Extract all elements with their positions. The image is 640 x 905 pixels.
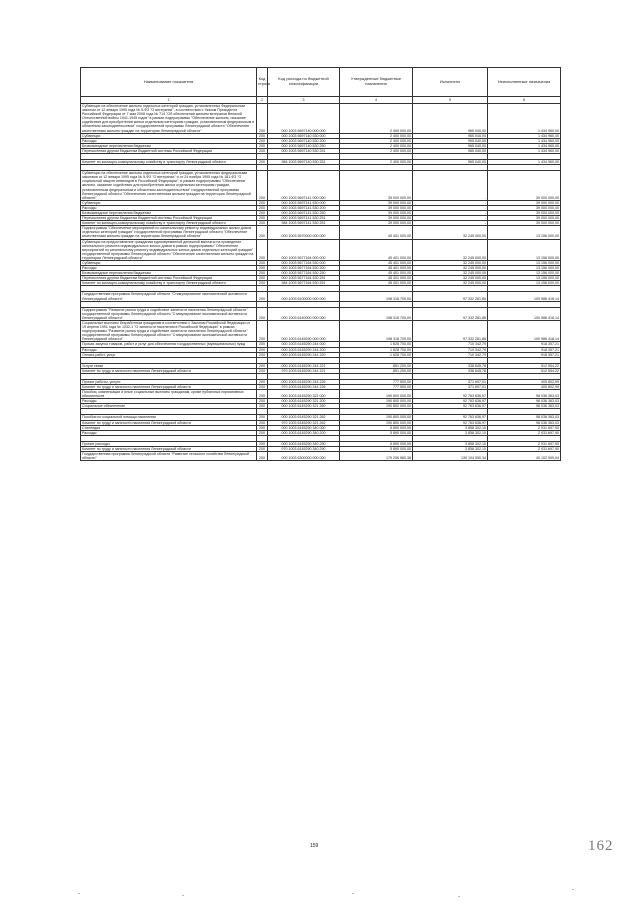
row-unexecuted-cell: 39 000 000,00 bbox=[488, 200, 561, 205]
column-number-row bbox=[81, 97, 561, 104]
row-name-cell: Субвенции на предоставление гражданам единовременной денежной выплаты на проведение капитального ремонта индивидуальных жилых домов в рамках подпрограммы "Обеспечение мероприятий по капитальному ремонту индивидуальных жилых домов отдельных категорий граждан" государственной программы Ленинградской области "Обеспечение качественным жильем граждан на территории Ленинградской области" bbox=[81, 239, 257, 260]
row-name-cell: Субвенции на обеспечение жильем отдельных категорий граждан, установленных федеральными законами от 12 января 1995 года № 5-ФЗ "О ветеранах" и от 24 ноября 1995 года № 181-ФЗ "О социальной защите инвалидов в Российской Федерации", в рамках подпрограммы "Обеспечение жильем, оказание содействия для приобретения жилья отдельным категориям граждан, установленным федеральным и областным законодательством" государственной программы Ленинградской области "Обеспечение качественным жильем граждан на территории Ленинградской области" bbox=[81, 171, 257, 201]
header-unexecuted: Неисполненные назначения bbox=[488, 68, 561, 97]
column-number: 4 bbox=[340, 97, 413, 104]
row-approved-cell: 777 500,00 bbox=[340, 384, 413, 389]
row-code-cell: 200 bbox=[257, 425, 268, 430]
row-classification-cell: 000 1003 6145290 244 000 bbox=[268, 342, 340, 347]
row-executed-cell: 338 645,78 bbox=[413, 363, 488, 368]
row-executed-cell: 965 040,00 bbox=[413, 138, 488, 143]
row-classification-cell: 000 1003 5677164 530 251 bbox=[268, 276, 340, 281]
scan-speck bbox=[78, 893, 80, 894]
row-name-cell: Подпрограмма "Развитие рынка труда и содействие занятости населения Ленинградской области" государственной программы Ленинградской области "Стимулирование экономической активности Ленинградской области" bbox=[81, 307, 257, 320]
row-code-cell: 200 bbox=[257, 276, 268, 281]
row-executed-cell: 32 245 000,00 bbox=[413, 226, 488, 239]
header-approved: Утвержденные бюджетные назначения bbox=[340, 68, 413, 97]
row-classification-cell: 000 1003 6145290 321 000 bbox=[268, 390, 340, 399]
row-unexecuted-cell: 13 156 000,00 bbox=[488, 239, 561, 260]
row-classification-cell: 000 1003 5677164 530 200 bbox=[268, 266, 340, 271]
row-code-cell: 200 bbox=[257, 399, 268, 404]
row-code-cell: 200 bbox=[257, 404, 268, 409]
row-unexecuted-cell: 2 031 697,90 bbox=[488, 430, 561, 435]
row-code-cell: 200 bbox=[257, 307, 268, 320]
row-unexecuted-cell: 13 156 000,00 bbox=[488, 261, 561, 266]
row-classification-cell: 000 1003 6145290 340 290 bbox=[268, 441, 340, 446]
table-row bbox=[81, 226, 561, 239]
row-code-cell: 200 bbox=[257, 342, 268, 347]
row-code-cell: 200 bbox=[257, 368, 268, 373]
row-classification-cell: 000 1003 6145290 321 200 bbox=[268, 399, 340, 404]
row-approved-cell: 39 000 000,00 bbox=[340, 171, 413, 201]
row-name-cell: Государственная программа Ленинградской области "Стимулирование экономической активности Ленинградской области" bbox=[81, 292, 257, 301]
row-unexecuted-cell: 100 986 418,14 bbox=[488, 307, 561, 320]
row-executed-cell: - bbox=[413, 216, 488, 221]
row-approved-cell: 45 401 000,00 bbox=[340, 271, 413, 276]
row-unexecuted-cell: 918 357,21 bbox=[488, 347, 561, 352]
row-unexecuted-cell: 39 000 000,00 bbox=[488, 171, 561, 201]
row-name-cell: Перечисления другим бюджетам бюджетной системы Российской Федерации bbox=[81, 148, 257, 153]
row-approved-cell: 45 401 000,00 bbox=[340, 276, 413, 281]
row-unexecuted-cell: 100 986 418,14 bbox=[488, 320, 561, 341]
row-code-cell: 200 bbox=[257, 148, 268, 153]
scan-speck bbox=[352, 893, 354, 894]
row-classification-cell: 970 1003 6145290 244 226 bbox=[268, 384, 340, 389]
row-approved-cell: 2 400 000,00 bbox=[340, 133, 413, 138]
row-code-cell: 200 bbox=[257, 281, 268, 286]
row-classification-cell: 000 1003 5697141 530 251 bbox=[268, 216, 340, 221]
row-name-cell: Комитет по жилищно-коммунальному хозяйству и транспорту Ленинградской области bbox=[81, 221, 257, 226]
row-classification-cell: 000 1003 5697140 000 000 bbox=[268, 104, 340, 134]
row-approved-cell: 2 400 000,00 bbox=[340, 143, 413, 148]
row-code-cell: 200 bbox=[257, 216, 268, 221]
row-unexecuted-cell: 13 156 000,00 bbox=[488, 276, 561, 281]
row-executed-cell: 965 040,00 bbox=[413, 104, 488, 134]
row-name-cell: Расходы bbox=[81, 399, 257, 404]
row-approved-cell: 2 400 000,00 bbox=[340, 104, 413, 134]
row-unexecuted-cell: 405 802,99 bbox=[488, 379, 561, 384]
row-unexecuted-cell: 98 036 363,03 bbox=[488, 420, 561, 425]
row-classification-cell: 000 1003 5677164 530 000 bbox=[268, 261, 340, 266]
row-unexecuted-cell: 100 986 418,14 bbox=[488, 292, 561, 301]
row-unexecuted-cell: 2 031 697,90 bbox=[488, 425, 561, 430]
row-code-cell: 200 bbox=[257, 420, 268, 425]
table-row bbox=[81, 390, 561, 399]
row-code-cell: 200 bbox=[257, 347, 268, 352]
row-approved-cell: 851 200,00 bbox=[340, 363, 413, 368]
scan-speck bbox=[182, 895, 184, 896]
row-unexecuted-cell: 1 434 960,00 bbox=[488, 104, 561, 134]
table-row bbox=[81, 452, 561, 461]
row-executed-cell: 965 040,00 bbox=[413, 148, 488, 153]
row-classification-cell: 970 1003 6145290 244 221 bbox=[268, 368, 340, 373]
row-classification-cell: 000 1003 5697141 530 200 bbox=[268, 205, 340, 210]
row-code-cell: 200 bbox=[257, 415, 268, 420]
row-executed-cell: 92 763 636,97 bbox=[413, 415, 488, 420]
row-approved-cell: 45 401 000,00 bbox=[340, 281, 413, 286]
scan-speck bbox=[458, 896, 460, 897]
row-approved-cell: 39 000 000,00 bbox=[340, 210, 413, 215]
row-approved-cell: 45 401 000,00 bbox=[340, 266, 413, 271]
row-name-cell: Безвозмездные перечисления бюджетам bbox=[81, 271, 257, 276]
row-code-cell: 200 bbox=[257, 292, 268, 301]
row-name-cell: Расходы bbox=[81, 347, 257, 352]
row-executed-cell: 965 040,00 bbox=[413, 143, 488, 148]
row-approved-cell: 2 400 000,00 bbox=[340, 160, 413, 165]
row-classification-cell: 000 1003 5697140 530 000 bbox=[268, 133, 340, 138]
row-unexecuted-cell: 13 156 000,00 bbox=[488, 226, 561, 239]
column-number: 6 bbox=[488, 97, 561, 104]
row-unexecuted-cell: 98 036 363,03 bbox=[488, 390, 561, 399]
row-name-cell: Социальное обеспечение bbox=[81, 404, 257, 409]
row-approved-cell: 190 800 000,00 bbox=[340, 420, 413, 425]
row-executed-cell: 92 763 636,97 bbox=[413, 420, 488, 425]
row-code-cell: 200 bbox=[257, 384, 268, 389]
row-code-cell: 200 bbox=[257, 352, 268, 357]
scan-speck bbox=[572, 889, 574, 890]
row-executed-cell: 3 858 302,10 bbox=[413, 425, 488, 430]
row-code-cell: 200 bbox=[257, 363, 268, 368]
row-executed-cell: 3 858 302,10 bbox=[413, 430, 488, 435]
report-sheet bbox=[80, 67, 560, 461]
row-approved-cell: 1 628 700,00 bbox=[340, 352, 413, 357]
row-executed-cell: 32 245 000,00 bbox=[413, 266, 488, 271]
row-name-cell: Комитет по труду и занятости населения Ленинградской области bbox=[81, 384, 257, 389]
row-executed-cell: 32 245 000,00 bbox=[413, 276, 488, 281]
row-classification-cell: 000 1003 6145290 000 000 bbox=[268, 320, 340, 341]
row-classification-cell: 984 1003 5697140 530 251 bbox=[268, 160, 340, 165]
row-unexecuted-cell: 39 000 000,00 bbox=[488, 210, 561, 215]
row-classification-cell: 000 1003 6300000 000 000 bbox=[268, 452, 340, 461]
row-code-cell: 200 bbox=[257, 271, 268, 276]
row-name-cell: Оплата работ, услуг bbox=[81, 352, 257, 357]
row-name-cell: Социальные выплаты безработным гражданам в соответствии с Законом Российской Федерации от 19 апреля 1991 года № 1032-1 "О занятости населения в Российской Федерации" в рамках подпрограммы "Развитие рынка труда и содействие занятости населения Ленинградской области" государственной программы Ленинградской области "Стимулирование экономической активности Ленинградской области" bbox=[81, 320, 257, 341]
header-code: Код строки bbox=[257, 68, 268, 97]
row-approved-cell: 5 890 000,00 bbox=[340, 441, 413, 446]
row-name-cell: Комитет по труду и занятости населения Ленинградской области bbox=[81, 446, 257, 451]
row-name-cell: Прочие работы, услуги bbox=[81, 379, 257, 384]
row-unexecuted-cell: 405 802,99 bbox=[488, 384, 561, 389]
row-unexecuted-cell: 2 031 697,90 bbox=[488, 441, 561, 446]
row-code-cell: 200 bbox=[257, 205, 268, 210]
row-classification-cell: 000 1003 6145290 244 200 bbox=[268, 347, 340, 352]
row-unexecuted-cell: 13 156 000,00 bbox=[488, 281, 561, 286]
row-classification-cell: 000 1003 5670000 000 000 bbox=[268, 226, 340, 239]
row-code-cell: 200 bbox=[257, 104, 268, 134]
row-approved-cell: 39 000 000,00 bbox=[340, 200, 413, 205]
row-approved-cell: 851 200,00 bbox=[340, 368, 413, 373]
row-executed-cell: 32 245 000,00 bbox=[413, 281, 488, 286]
row-unexecuted-cell: 918 357,21 bbox=[488, 342, 561, 347]
row-unexecuted-cell: 39 000 000,00 bbox=[488, 216, 561, 221]
row-executed-cell: 338 645,78 bbox=[413, 368, 488, 373]
stamp-number: 162 bbox=[588, 838, 614, 854]
row-classification-cell: 000 1003 5697140 530 250 bbox=[268, 143, 340, 148]
row-classification-cell: 000 1003 6145290 244 226 bbox=[268, 379, 340, 384]
row-name-cell: Субвенции bbox=[81, 261, 257, 266]
row-executed-cell: 139 104 050,34 bbox=[413, 452, 488, 461]
row-name-cell: Расходы bbox=[81, 430, 257, 435]
row-approved-cell: 1 628 700,00 bbox=[340, 342, 413, 347]
row-name-cell: Перечисления другим бюджетам бюджетной системы Российской Федерации bbox=[81, 276, 257, 281]
row-executed-cell: 97 332 281,86 bbox=[413, 320, 488, 341]
row-code-cell: 200 bbox=[257, 452, 268, 461]
row-code-cell: 200 bbox=[257, 261, 268, 266]
row-approved-cell: 39 000 000,00 bbox=[340, 205, 413, 210]
row-approved-cell: 190 800 000,00 bbox=[340, 415, 413, 420]
row-approved-cell: 2 400 000,00 bbox=[340, 148, 413, 153]
row-code-cell: 200 bbox=[257, 138, 268, 143]
table-row bbox=[81, 292, 561, 301]
row-code-cell: 200 bbox=[257, 133, 268, 138]
row-name-cell: Услуги связи bbox=[81, 363, 257, 368]
row-unexecuted-cell: 1 434 960,00 bbox=[488, 143, 561, 148]
row-name-cell: Безвозмездные перечисления бюджетам bbox=[81, 210, 257, 215]
row-unexecuted-cell: 13 156 000,00 bbox=[488, 266, 561, 271]
row-name-cell: Перечисления другим бюджетам бюджетной системы Российской Федерации bbox=[81, 216, 257, 221]
row-unexecuted-cell: 1 434 960,00 bbox=[488, 133, 561, 138]
row-classification-cell: 000 1003 6145290 244 220 bbox=[268, 352, 340, 357]
row-executed-cell: 92 763 636,97 bbox=[413, 399, 488, 404]
row-code-cell: 200 bbox=[257, 446, 268, 451]
row-classification-cell: 000 1003 6140000 000 000 bbox=[268, 307, 340, 320]
row-classification-cell: 000 1003 5677164 000 000 bbox=[268, 239, 340, 260]
column-number: 2 bbox=[257, 97, 268, 104]
row-unexecuted-cell: 1 434 960,00 bbox=[488, 160, 561, 165]
row-name-cell: Комитет по труду и занятости населения Ленинградской области bbox=[81, 368, 257, 373]
header-name: Наименование показателя bbox=[81, 68, 257, 97]
row-executed-cell: 3 858 302,10 bbox=[413, 446, 488, 451]
row-executed-cell: 710 342,79 bbox=[413, 352, 488, 357]
row-classification-cell: 000 1003 6145290 340 000 bbox=[268, 425, 340, 430]
row-approved-cell: 45 401 000,00 bbox=[340, 226, 413, 239]
row-name-cell: Расходы bbox=[81, 266, 257, 271]
header-classification: Код расхода по бюджетной классификации bbox=[268, 68, 340, 97]
row-unexecuted-cell: 39 000 000,00 bbox=[488, 221, 561, 226]
row-executed-cell: 97 332 281,86 bbox=[413, 307, 488, 320]
row-executed-cell: 965 040,00 bbox=[413, 133, 488, 138]
row-code-cell: 200 bbox=[257, 239, 268, 260]
header-row bbox=[81, 68, 561, 97]
row-executed-cell: - bbox=[413, 171, 488, 201]
row-unexecuted-cell: 918 357,21 bbox=[488, 352, 561, 357]
table-row bbox=[81, 307, 561, 320]
row-unexecuted-cell: 98 036 363,03 bbox=[488, 399, 561, 404]
row-approved-cell: 1 628 700,00 bbox=[340, 347, 413, 352]
row-approved-cell: 190 800 000,00 bbox=[340, 390, 413, 399]
row-code-cell: 200 bbox=[257, 379, 268, 384]
table-row bbox=[81, 171, 561, 201]
row-name-cell: Безвозмездные перечисления бюджетам bbox=[81, 143, 257, 148]
row-executed-cell: 97 332 281,86 bbox=[413, 292, 488, 301]
row-classification-cell: 000 1003 5697140 530 200 bbox=[268, 138, 340, 143]
row-executed-cell: 710 342,79 bbox=[413, 347, 488, 352]
table-row bbox=[81, 239, 561, 260]
row-executed-cell: 371 697,01 bbox=[413, 384, 488, 389]
row-approved-cell: 5 890 000,00 bbox=[340, 430, 413, 435]
row-approved-cell: 198 318 700,00 bbox=[340, 320, 413, 341]
row-code-cell: 200 bbox=[257, 390, 268, 399]
row-executed-cell: - bbox=[413, 210, 488, 215]
row-name-cell: Стипендии bbox=[81, 425, 257, 430]
table-row bbox=[81, 104, 561, 134]
header-executed: Исполнено bbox=[413, 68, 488, 97]
row-unexecuted-cell: 512 554,22 bbox=[488, 368, 561, 373]
row-name-cell: Комитет по труду и занятости населения Ленинградской области bbox=[81, 420, 257, 425]
budget-table bbox=[80, 67, 561, 461]
row-code-cell: 200 bbox=[257, 160, 268, 165]
row-name-cell: Субвенции bbox=[81, 200, 257, 205]
row-classification-cell: 000 1003 5677164 530 250 bbox=[268, 271, 340, 276]
table-body bbox=[81, 104, 561, 461]
row-name-cell: Прочие расходы bbox=[81, 441, 257, 446]
row-executed-cell: 32 245 000,00 bbox=[413, 271, 488, 276]
column-number: 1 bbox=[81, 97, 257, 104]
row-executed-cell: 32 245 000,00 bbox=[413, 261, 488, 266]
row-unexecuted-cell: 13 156 000,00 bbox=[488, 271, 561, 276]
row-approved-cell: 5 890 000,00 bbox=[340, 425, 413, 430]
row-code-cell: 200 bbox=[257, 430, 268, 435]
row-classification-cell: 000 1003 5697140 530 251 bbox=[268, 148, 340, 153]
row-approved-cell: 190 800 000,00 bbox=[340, 404, 413, 409]
row-code-cell: 200 bbox=[257, 441, 268, 446]
row-approved-cell: 39 000 000,00 bbox=[340, 221, 413, 226]
row-approved-cell: 5 890 000,00 bbox=[340, 446, 413, 451]
row-code-cell: 200 bbox=[257, 221, 268, 226]
row-approved-cell: 39 000 000,00 bbox=[340, 216, 413, 221]
row-executed-cell: - bbox=[413, 205, 488, 210]
row-name-cell: Государственная программа Ленинградской области "Развитие сельского хозяйства Ленинградской области" bbox=[81, 452, 257, 461]
row-approved-cell: 198 318 700,00 bbox=[340, 307, 413, 320]
row-executed-cell: - bbox=[413, 200, 488, 205]
row-name-cell: Комитет по жилищно-коммунальному хозяйству и транспорту Ленинградской области bbox=[81, 281, 257, 286]
row-unexecuted-cell: 40 102 909,04 bbox=[488, 452, 561, 461]
row-approved-cell: 777 500,00 bbox=[340, 379, 413, 384]
row-approved-cell: 45 401 000,00 bbox=[340, 239, 413, 260]
row-executed-cell: 92 763 636,97 bbox=[413, 390, 488, 399]
column-number: 5 bbox=[413, 97, 488, 104]
row-name-cell: Прочая закупка товаров, работ и услуг для обеспечения государственных (муниципальных) нужд bbox=[81, 342, 257, 347]
row-classification-cell: 000 1003 6100000 000 000 bbox=[268, 292, 340, 301]
row-classification-cell: 000 1003 5697141 000 000 bbox=[268, 171, 340, 201]
row-unexecuted-cell: 1 434 960,00 bbox=[488, 138, 561, 143]
row-classification-cell: 000 1003 6145290 244 221 bbox=[268, 363, 340, 368]
row-unexecuted-cell: 39 000 000,00 bbox=[488, 205, 561, 210]
row-approved-cell: 179 206 960,38 bbox=[340, 452, 413, 461]
row-code-cell: 200 bbox=[257, 320, 268, 341]
row-name-cell: Пособия по социальной помощи населению bbox=[81, 415, 257, 420]
column-number: 3 bbox=[268, 97, 340, 104]
row-executed-cell: 92 763 636,97 bbox=[413, 404, 488, 409]
row-unexecuted-cell: 512 554,22 bbox=[488, 363, 561, 368]
row-classification-cell: 000 1003 6145290 321 262 bbox=[268, 415, 340, 420]
row-approved-cell: 198 318 700,00 bbox=[340, 292, 413, 301]
row-classification-cell: 984 1003 5697141 530 251 bbox=[268, 221, 340, 226]
row-unexecuted-cell: 2 031 697,90 bbox=[488, 446, 561, 451]
row-classification-cell: 000 1003 5697141 530 000 bbox=[268, 200, 340, 205]
row-unexecuted-cell: 98 036 363,03 bbox=[488, 415, 561, 420]
row-code-cell: 200 bbox=[257, 266, 268, 271]
row-executed-cell: 710 342,79 bbox=[413, 342, 488, 347]
row-classification-cell: 000 1003 6145290 340 200 bbox=[268, 430, 340, 435]
row-name-cell: Подпрограмма "Обеспечение мероприятий по капитальному ремонту индивидуальных жилых домов отдельных категорий граждан" государственной программы Ленинградской области "Обеспечение качественным жильем граждан на территории Ленинградской области" bbox=[81, 226, 257, 239]
row-classification-cell: 000 1003 5697141 530 250 bbox=[268, 210, 340, 215]
row-name-cell: Комитет по жилищно-коммунальному хозяйству и транспорту Ленинградской области bbox=[81, 160, 257, 165]
row-code-cell: 200 bbox=[257, 210, 268, 215]
page-number: 159 bbox=[310, 843, 319, 849]
row-classification-cell: 970 1003 6145290 321 262 bbox=[268, 420, 340, 425]
row-approved-cell: 190 800 000,00 bbox=[340, 399, 413, 404]
row-classification-cell: 984 1003 5677164 530 251 bbox=[268, 281, 340, 286]
row-approved-cell: 45 401 000,00 bbox=[340, 261, 413, 266]
row-name-cell: Субвенции на обеспечение жильем отдельных категорий граждан, установленных Федеральным законом от 12 января 1995 года № 5-ФЗ "О ветеранах", в соответствии с Указом Президента Российской Федерации от 7 мая 2008 года № 714 "Об обеспечении жильем ветеранов Великой Отечественной войны 1941-1945 годов" в рамках подпрограммы "Обеспечение жильем, оказание содействия для приобретения жилья отдельным категориям граждан, установленным федеральным и областным законодательством" государственной программы Ленинградской области "Обеспечение качественным жильем граждан на территории Ленинградской области" bbox=[81, 104, 257, 134]
row-executed-cell: - bbox=[413, 221, 488, 226]
row-name-cell: Расходы bbox=[81, 205, 257, 210]
row-executed-cell: 3 858 302,10 bbox=[413, 441, 488, 446]
row-code-cell: 200 bbox=[257, 171, 268, 201]
row-executed-cell: 371 697,01 bbox=[413, 379, 488, 384]
row-code-cell: 200 bbox=[257, 226, 268, 239]
row-name-cell: Субвенции bbox=[81, 133, 257, 138]
row-name-cell: Расходы bbox=[81, 138, 257, 143]
row-classification-cell: 000 1003 6145290 321 260 bbox=[268, 404, 340, 409]
row-unexecuted-cell: 1 434 960,00 bbox=[488, 148, 561, 153]
row-unexecuted-cell: 98 036 363,03 bbox=[488, 404, 561, 409]
row-executed-cell: 32 245 000,00 bbox=[413, 239, 488, 260]
row-classification-cell: 970 1003 6145290 340 290 bbox=[268, 446, 340, 451]
table-row bbox=[81, 320, 561, 341]
row-code-cell: 200 bbox=[257, 143, 268, 148]
row-code-cell: 200 bbox=[257, 200, 268, 205]
row-approved-cell: 2 400 000,00 bbox=[340, 138, 413, 143]
row-executed-cell: 965 040,00 bbox=[413, 160, 488, 165]
row-name-cell: Пособия, компенсации и иные социальные выплаты гражданам, кроме публичных нормативных обязательств bbox=[81, 390, 257, 399]
